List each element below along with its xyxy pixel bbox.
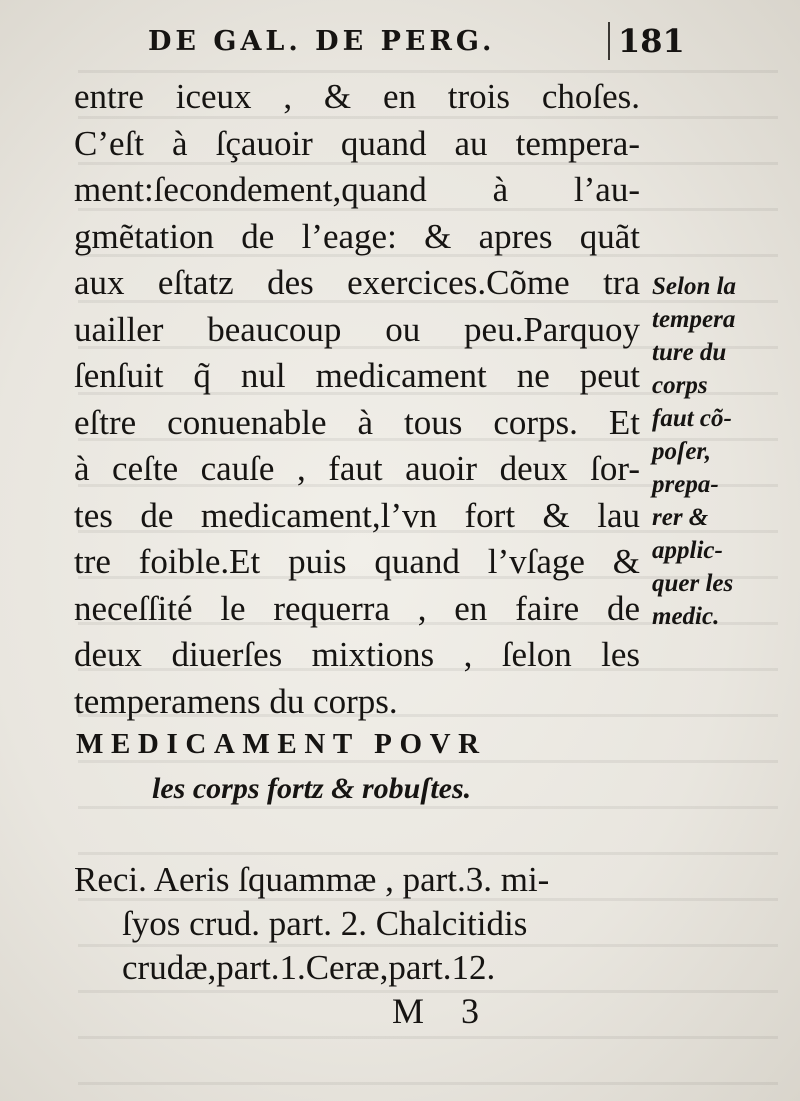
- recipe-line: Reci. Aeris ſquammæ , part.3. mi-: [74, 860, 550, 899]
- margin-note-line: medic.: [652, 603, 720, 630]
- signature-mark: M 3: [392, 991, 494, 1031]
- page-number: 181: [608, 22, 685, 60]
- main-paragraph: [74, 74, 640, 725]
- margin-note-line: ture du: [652, 339, 727, 366]
- margin-note-line: rer &: [652, 504, 709, 531]
- text-line: gmẽtation de l’eage: & apres quãt: [74, 216, 640, 256]
- margin-note-line: Selon la: [652, 273, 737, 300]
- section-subheading: les corps fortz & robuſtes.: [152, 772, 472, 805]
- text-line: à ceſte cauſe , faut auoir deux ſor-: [74, 449, 640, 488]
- margin-note-line: quer les: [652, 570, 734, 597]
- text-line: aux eſtatz des exercices.Cõme tra: [74, 263, 640, 302]
- section-heading: MEDICAMENT POVR: [76, 728, 487, 760]
- text-line: uailler beaucoup ou peu.Parquoy: [74, 309, 640, 349]
- margin-note-line: prepa-: [652, 471, 719, 498]
- text-line: C’eſt à ſçauoir quand au tempera-: [74, 123, 640, 163]
- margin-note-line: poſer,: [652, 438, 712, 465]
- text-line: deux diuerſes mixtions , ſelon les: [74, 635, 640, 674]
- text-line: tes de medicament,l’vn fort & lau: [74, 495, 640, 535]
- margin-note-line: corps: [652, 372, 708, 399]
- recipe-line: ſyos crud. part. 2. Chalcitidis: [122, 904, 528, 943]
- running-title: DE GAL. DE PERG.: [148, 26, 496, 57]
- text-line: neceſſité le requerra , en faire de: [74, 588, 640, 628]
- text-line: entre iceux , & en trois choſes.: [74, 77, 640, 116]
- text-line: eſtre conuenable à tous corps. Et: [74, 402, 640, 442]
- text-line: ſenſuit q̃ nul medicament ne peut: [74, 356, 640, 395]
- text-line: ment:ſecondement,quand à l’au-: [74, 170, 640, 209]
- text-line: tre foible.Et puis quand l’vſage &: [74, 542, 640, 581]
- recipe-line: crudæ,part.1.Ceræ,part.12.: [122, 948, 496, 987]
- text-line: temperamens du corps.: [74, 681, 398, 721]
- margin-note-line: applic-: [652, 537, 723, 564]
- margin-note-line: tempera: [652, 306, 736, 333]
- recipe-paragraph: [74, 858, 640, 990]
- margin-note-line: faut cõ-: [652, 405, 732, 432]
- margin-note: [652, 270, 792, 633]
